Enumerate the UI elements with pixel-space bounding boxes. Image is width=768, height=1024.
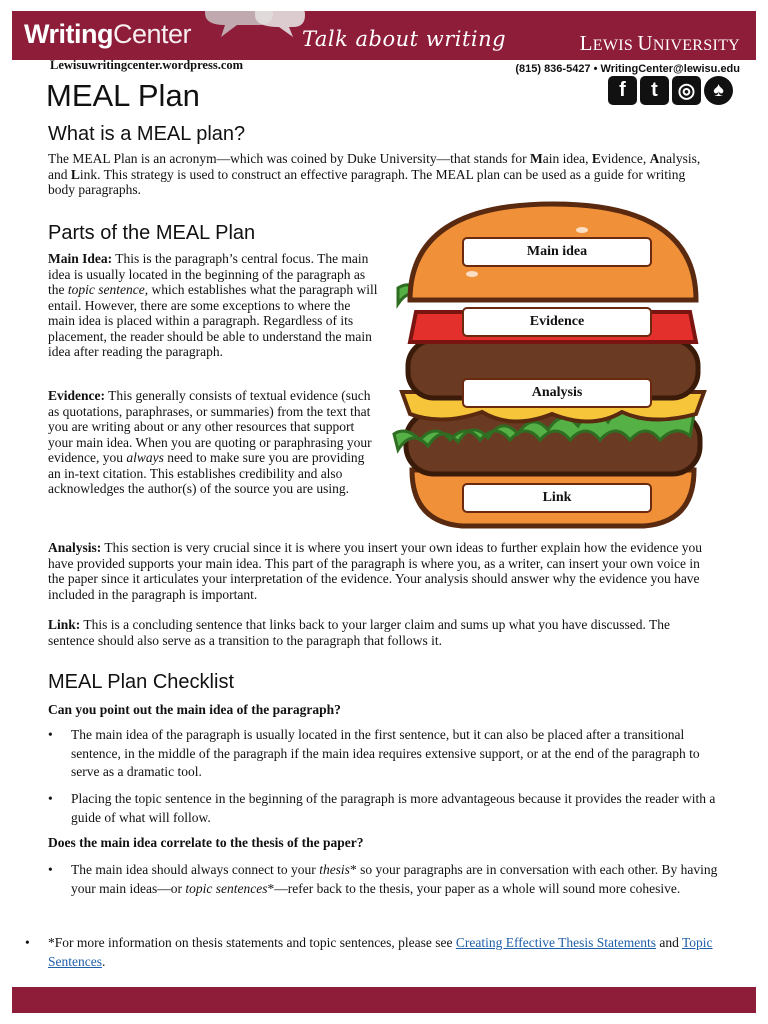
list-item: • The main idea should always connect to your thesis* so your paragraphs are in conversation with each other. By having your main ideas—or topic sentences*—refer back to the thesis, your paper as a whole will sound more cohesive. <box>71 861 721 898</box>
footnote: • *For more information on thesis statements and topic sentences, please see Creating Effective Thesis Statements and Topic Sentences. <box>48 934 718 971</box>
topic-sentences-link[interactable]: Topic Sentences <box>48 935 713 969</box>
burger-label-evidence: Evidence <box>462 307 652 337</box>
section-heading-parts: Parts of the MEAL Plan <box>48 222 256 244</box>
page-title: MEAL Plan <box>46 78 200 113</box>
footer-bar <box>12 987 756 1013</box>
list-item: • The main idea of the paragraph is usually located in the first sentence, but it can also be placed after a transitional sentence, in the middle of the paragraph if the main idea requires extensive support, or at the end of the paragraph to serve as a dramatic tool. <box>71 726 721 782</box>
thesis-statements-link[interactable]: Creating Effective Thesis Statements <box>455 935 656 950</box>
snapchat-icon[interactable]: ♠ <box>704 76 733 105</box>
evidence-paragraph: Evidence: This generally consists of textual evidence (such as quotations, paraphrases, or summaries) from the text that you are writing about or any other resources that support your main idea. When you are quoting or paraphrasing your evidence, you always need to make sure you are providing an in-text citation. This establishes credibility and also acknowledges the author(s) of the source you are using. <box>48 388 372 496</box>
list-item: • Placing the topic sentence in the beginning of the paragraph is more advantageous because it provides the reader with a guide of what will follow. <box>71 790 721 827</box>
section-heading-what: What is a MEAL plan? <box>48 123 246 145</box>
speech-bubbles-icon <box>197 11 307 60</box>
instagram-icon[interactable]: ◎ <box>672 76 701 105</box>
twitter-icon[interactable]: t <box>640 76 669 105</box>
social-icons <box>608 76 733 105</box>
header-banner <box>12 11 756 60</box>
burger-label-link: Link <box>462 483 652 513</box>
burger-label-main-idea: Main idea <box>462 237 652 267</box>
checklist-question-2: Does the main idea correlate to the thesis of the paper? <box>48 835 364 850</box>
facebook-icon[interactable]: f <box>608 76 637 105</box>
burger-label-analysis: Analysis <box>462 378 652 408</box>
section-heading-checklist: MEAL Plan Checklist <box>48 671 234 693</box>
analysis-paragraph: Analysis: This section is very crucial since it is where you insert your own ideas to further explain how the evidence you have provided supports your main idea. This part of the paragraph is where you, as a writer, can insert your own voice in the paper since it articulates your interpretation of the evidence. Your analysis should answer why the evidence you have included in the paragraph is important. <box>48 540 702 602</box>
writing-center-logo: WritingCenter <box>24 19 192 49</box>
tagline: Talk about writing <box>302 27 507 51</box>
what-paragraph: The MEAL Plan is an acronym—which was coined by Duke University—that stands for Main idea, Evidence, Analysis, and Link. This strategy is used to construct an effective paragraph. The MEAL plan can be used as a guide for writing body paragraphs. <box>48 151 701 197</box>
main-idea-paragraph: Main Idea: This is the paragraph’s central focus. The main idea is usually located in the beginning of the paragraph as the topic sentence, which establishes what the paragraph will entail. However, there are some exceptions to where the main idea is placed within a paragraph. Regardless of its placement, the reader should be able to understand the main idea after reading the paragraph. <box>48 251 378 359</box>
website-url: Lewisuwritingcenter.wordpress.com <box>50 58 244 72</box>
contact-info: (815) 836-5427 • WritingCenter@lewisu.edu <box>515 63 740 75</box>
lewis-university-logo: LEWIS UNIVERSITY <box>579 31 740 55</box>
link-paragraph: Link: This is a concluding sentence that links back to your larger claim and sums up what you have discussed. The sentence should also serve as a transition to the paragraph that follows it. <box>48 617 671 648</box>
checklist-question-1: Can you point out the main idea of the paragraph? <box>48 702 341 717</box>
